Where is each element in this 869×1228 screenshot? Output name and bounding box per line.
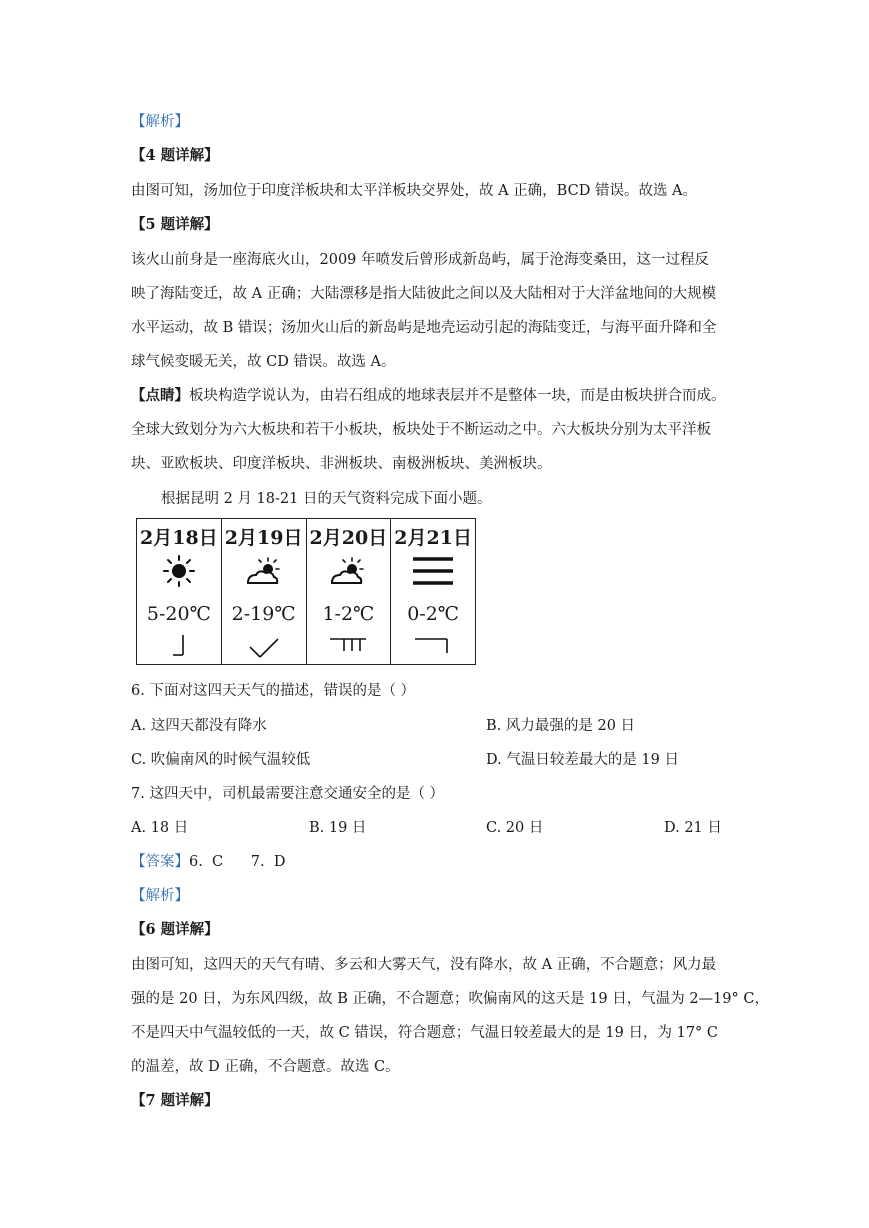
q7-header: 【7 题详解】: [131, 1092, 219, 1109]
wind-barb-icon: [326, 633, 370, 659]
q5-line: 水平运动，故 B 错误；汤加火山后的新岛屿是地壳运动引起的海陆变迁，与海平面升降和全: [131, 320, 717, 336]
q5-header: 【5 题详解】: [131, 216, 219, 233]
weather-table: [136, 518, 476, 665]
tip-line: 板块构造学说认为，由岩石组成的地球表层并不是整体一块，而是由板块拼合而成。: [189, 388, 726, 404]
weather-date: 2月18日: [140, 527, 218, 549]
q5-line: 映了海陆变迁，故 A 正确；大陆漂移是指大陆彼此之间以及大陆相对于大洋盆地间的大规模: [131, 286, 717, 302]
tip-label: 【点睛】: [131, 387, 189, 404]
wind-barb-icon: [411, 633, 455, 659]
weather-cell-18: [137, 519, 222, 664]
q7-option-c[interactable]: C. 20 日: [486, 820, 544, 836]
q6-analysis-line: 强的是 20 日，为东风四级，故 B 正确，不合题意；吹偏南风的这天是 19 日，气温为 2—19° C，: [131, 991, 769, 1007]
q6-analysis-line: 的温差，故 D 正确，不合题意。故选 C。: [131, 1059, 400, 1075]
analysis-label: 【解析】: [131, 114, 189, 130]
q5-line: 球气候变暖无关，故 CD 错误。故选 A。: [131, 354, 396, 370]
tip-line: 块、亚欧板块、印度洋板块、非洲板块、南极洲板块、美洲板块。: [131, 456, 552, 472]
tip-line: 全球大致划分为六大板块和若干小板块，板块处于不断运动之中。六大板块分别为太平洋板: [131, 422, 711, 438]
weather-cell-19: [222, 519, 307, 664]
weather-temp: 5-20℃: [146, 603, 211, 625]
weather-temp: 1-2℃: [322, 603, 375, 625]
q6-analysis-line: 不是四天中气温较低的一天，故 C 错误，符合题意；气温日较差最大的是 19 日，为 17° C: [131, 1025, 718, 1041]
fog-icon: [411, 551, 455, 591]
weather-cell-21: [391, 519, 475, 664]
weather-cell-20: [307, 519, 392, 664]
weather-date: 2月21日: [394, 527, 472, 549]
weather-date: 2月19日: [224, 527, 303, 549]
q6-analysis-line: 由图可知，这四天的天气有晴、多云和大雾天气，没有降水，故 A 正确，不合题意；风力最: [131, 957, 717, 973]
answer-text: 6. C 7. D: [189, 854, 286, 870]
q5-line: 该火山前身是一座海底火山，2009 年喷发后曾形成新岛屿，属于沧海变桑田，这一过程反: [131, 252, 710, 268]
q4-text: 由图可知，汤加位于印度洋板块和太平洋板块交界处，故 A 正确，BCD 错误。故选 A。: [131, 183, 698, 199]
q6-option-c[interactable]: C. 吹偏南风的时候气温较低: [131, 752, 311, 768]
wind-barb-icon: [242, 633, 286, 659]
sun-icon: [157, 551, 201, 591]
wind-barb-icon: [157, 633, 201, 659]
q7-option-a[interactable]: A. 18 日: [131, 820, 189, 836]
analysis-label: 【解析】: [131, 888, 189, 904]
weather-temp: 2-19℃: [231, 603, 296, 625]
q7-option-b[interactable]: B. 19 日: [309, 820, 367, 836]
partly-cloudy-icon: [326, 551, 370, 591]
partly-cloudy-icon: [242, 551, 286, 591]
q6-option-d[interactable]: D. 气温日较差最大的是 19 日: [486, 752, 679, 768]
q6-option-a[interactable]: A. 这四天都没有降水: [131, 718, 267, 734]
q4-header: 【4 题详解】: [131, 147, 219, 164]
answer-label: 【答案】: [131, 854, 189, 870]
tip-paragraph: [131, 386, 726, 406]
question-intro: 根据昆明 2 月 18-21 日的天气资料完成下面小题。: [161, 491, 492, 507]
weather-temp: 0-2℃: [407, 603, 460, 625]
answer-line: [131, 852, 285, 872]
q6-header: 【6 题详解】: [131, 921, 219, 938]
q6-stem: 6. 下面对这四天天气的描述，错误的是（ ）: [131, 683, 416, 699]
q6-option-b[interactable]: B. 风力最强的是 20 日: [486, 718, 636, 734]
q7-option-d[interactable]: D. 21 日: [664, 820, 722, 836]
q7-stem: 7. 这四天中，司机最需要注意交通安全的是（ ）: [131, 786, 445, 802]
weather-date: 2月20日: [309, 527, 388, 549]
